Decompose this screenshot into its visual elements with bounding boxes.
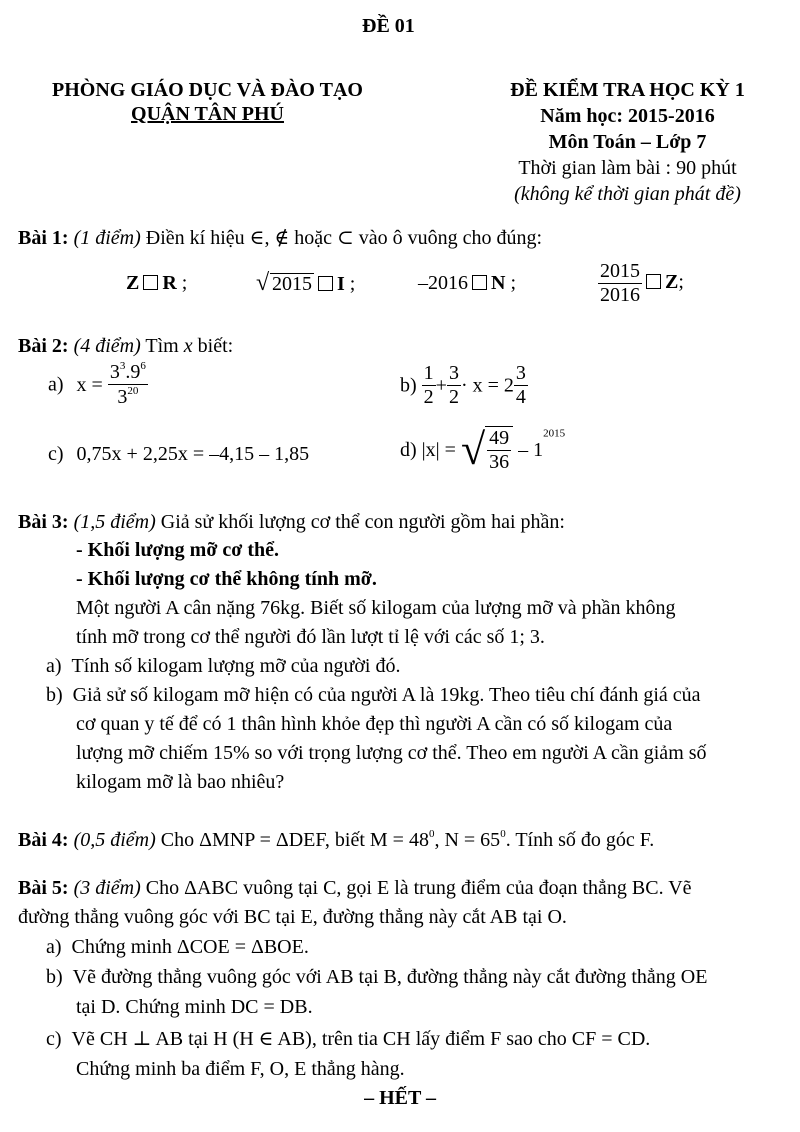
bai3-b-line-4: kilogam mỡ là bao nhiêu?: [76, 771, 285, 793]
bai5-line-2: đường thẳng vuông góc với BC tại E, đường thẳng này cắt AB tại O.: [18, 906, 567, 928]
bai4: Bài 4: (0,5 điểm) Cho ΔMNP = ΔDEF, biết $M = 48^0$, $N = 65^0$. Tính số đo góc F.: [18, 828, 655, 851]
bai5-c-line-2: Chứng minh ba điểm F, O, E thẳng hàng.: [76, 1058, 405, 1080]
bai5-b-line-2: tại D. Chứng minh DC = DB.: [76, 996, 313, 1018]
exam-duration: Thời gian làm bài : 90 phút: [518, 157, 737, 179]
answer-box[interactable]: [472, 275, 487, 290]
bai3-para-line-2: tính mỡ trong cơ thể người đó lần lượt tỉ lệ với các số 1; 3.: [76, 626, 545, 648]
sqrt-symbol: √ 2015: [256, 270, 312, 296]
bai2-d: d) |x| = √ $\frac{49}{36}$ – $1^{2015}$: [400, 425, 566, 474]
end-marker: – HẾT –: [364, 1087, 436, 1109]
bai3-b-line-1: b) Giả sử số kilogam mỡ hiện có của người A là 19kg. Theo tiêu chí đánh giá của: [46, 684, 701, 706]
bai1-expr-4: $\frac{2015}{2016}$ Z;: [600, 260, 684, 306]
bai1-expr-2: √ 2015 I ;: [256, 270, 356, 296]
exam-code: ĐỀ 01: [362, 15, 415, 37]
answer-box[interactable]: [318, 276, 333, 291]
bai2-b: b) $\frac{1}{2}$ + $\frac{3}{2}$ · x = 2 $\frac{3}{4}$: [400, 362, 526, 408]
bai3-heading: Bài 3: (1,5 điểm) Giả sử khối lượng cơ thể con người gồm hai phần:: [18, 511, 565, 533]
bai3-item-1: - Khối lượng mỡ cơ thể.: [76, 539, 279, 561]
bai1-heading: Bài 1: (1 điểm) Điền kí hiệu ∈, ∉ hoặc ⊂ vào ô vuông cho đúng:: [18, 227, 543, 249]
answer-box[interactable]: [143, 275, 158, 290]
bai1-expr-1: Z R ;: [126, 272, 188, 294]
exam-subject: Môn Toán – Lớp 7: [548, 131, 707, 153]
bai1-expr-3: –2016 N ;: [418, 272, 517, 294]
exam-duration-note: (không kể thời gian phát đề): [514, 183, 741, 205]
bai5-b-line-1: b) Vẽ đường thẳng vuông góc với AB tại B, đường thẳng này cắt đường thẳng OE: [46, 966, 708, 988]
bai3-b-line-2: cơ quan y tế để có 1 thân hình khỏe đẹp thì người A cần có số kilogam của: [76, 713, 673, 735]
bai2-c: c) 0,75x + 2,25x = –4,15 – 1,85: [48, 443, 310, 465]
bai3-b-line-3: lượng mỡ chiếm 15% so với trọng lượng cơ thể. Theo em người A cần giảm số: [76, 742, 707, 764]
bai3-para-line-1: Một người A cân nặng 76kg. Biết số kilogam của lượng mỡ và phần không: [76, 597, 676, 619]
bai3-a: a) Tính số kilogam lượng mỡ của người đó.: [46, 655, 401, 677]
sqrt-symbol: √ $\frac{49}{36}$: [461, 426, 513, 474]
bai5-c-line-1: c) Vẽ CH ⊥ AB tại H (H ∈ AB), trên tia CH lấy điểm F sao cho CF = CD.: [46, 1028, 651, 1050]
bai5-line-1: Bài 5: (3 điểm) Cho ΔABC vuông tại C, gọi E là trung điểm của đoạn thẳng BC. Vẽ: [18, 877, 692, 899]
bai2-a: a) x = $\frac{3^3.9^6}{3^{20}}$: [48, 360, 146, 408]
exam-year: Năm học: 2015-2016: [540, 105, 715, 127]
answer-box[interactable]: [646, 274, 661, 289]
bai3-item-2: - Khối lượng cơ thể không tính mỡ.: [76, 568, 377, 590]
exam-title: ĐỀ KIỂM TRA HỌC KỲ 1: [510, 79, 745, 101]
bai5-a: a) Chứng minh ΔCOE = ΔBOE.: [46, 936, 309, 958]
org-line-1: PHÒNG GIÁO DỤC VÀ ĐÀO TẠO: [52, 79, 363, 101]
org-line-2: QUẬN TÂN PHÚ: [131, 103, 284, 125]
bai2-heading: Bài 2: (4 điểm) Tìm x biết:: [18, 335, 234, 357]
